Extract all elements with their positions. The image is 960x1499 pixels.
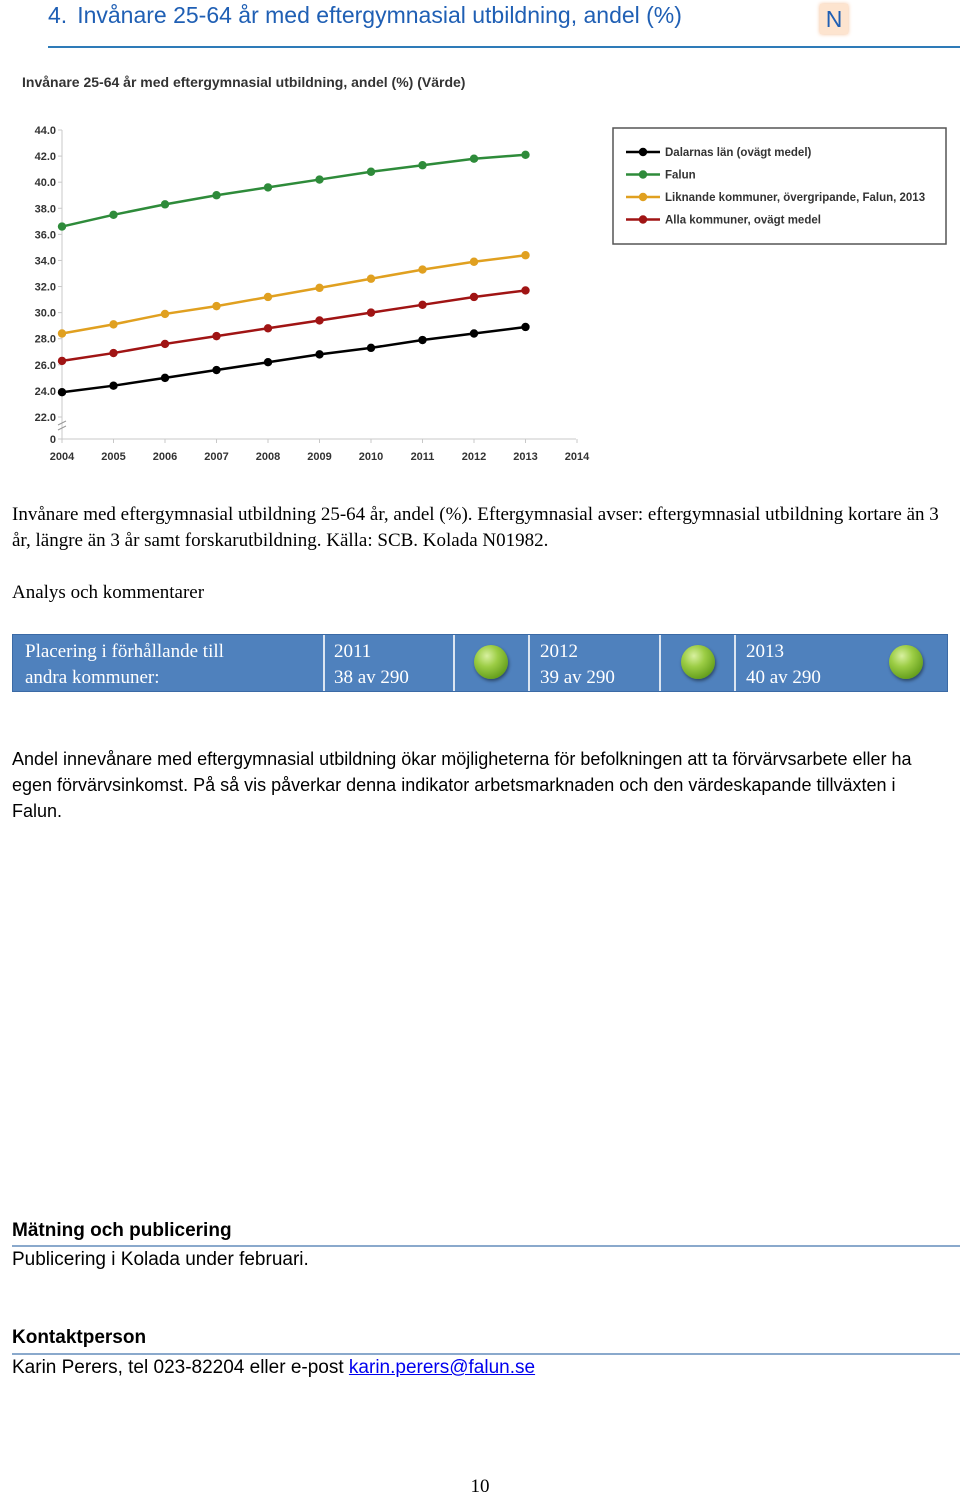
heading-rule <box>48 46 960 48</box>
ranking-separator <box>528 635 530 691</box>
y-tick-label: 28.0 <box>34 333 56 346</box>
data-point <box>367 168 375 176</box>
ranking-value: 38 av 290 <box>334 667 409 688</box>
y-tick-label: 22.0 <box>34 412 56 424</box>
data-point <box>58 388 66 396</box>
y-tick-label: 0 <box>49 434 56 446</box>
series-line <box>62 155 526 227</box>
status-green-dot-icon <box>889 645 923 679</box>
y-tick-label: 24.0 <box>34 385 56 398</box>
section-title: Invånare 25-64 år med eftergymnasial utbildning, andel (%) <box>77 2 682 28</box>
data-point <box>161 340 169 348</box>
data-point <box>109 349 117 357</box>
y-tick-label: 40.0 <box>34 177 56 190</box>
measurement-text: Publicering i Kolada under februari. <box>12 1249 309 1270</box>
x-tick-label: 2011 <box>410 451 435 463</box>
legend-label: Dalarnas län (ovägt medel) <box>665 147 812 159</box>
legend-label: Liknande kommuner, övergripande, Falun, 2013 <box>665 192 926 204</box>
x-tick-label: 2006 <box>152 451 178 463</box>
data-point <box>418 161 426 169</box>
x-tick-label: 2008 <box>255 451 281 463</box>
analysis-comment: Andel innevånare med eftergymnasial utbildning ökar möjligheterna för befolkningen att ta förvärvsarbete eller ha egen förvärvsinkomst. På så vis påverkar denna indikator arbetsmarknaden och den värdeskapande tillväxten i Falun. <box>12 749 912 821</box>
legend-box <box>613 128 946 244</box>
ranking-separator <box>323 635 325 691</box>
y-tick-label: 44.0 <box>34 125 56 137</box>
page-number: 10 <box>470 1476 490 1497</box>
ranking-item-2011 <box>334 635 454 691</box>
ranking-bar <box>12 634 948 692</box>
ranking-label-line1: Placering i förhållande till <box>25 641 224 662</box>
y-tick-label: 26.0 <box>34 359 56 372</box>
y-tick-label: 38.0 <box>34 203 56 216</box>
series-line <box>62 255 526 333</box>
data-point <box>58 222 66 230</box>
section-number: 4. <box>48 2 68 28</box>
legend-swatch-point <box>639 193 647 201</box>
y-tick-label: 42.0 <box>34 151 56 164</box>
legend-swatch-point <box>639 170 647 178</box>
data-point <box>161 200 169 208</box>
x-tick-label: 2010 <box>358 451 384 463</box>
section-heading <box>48 2 682 29</box>
series-line <box>62 290 526 360</box>
data-point <box>161 374 169 382</box>
data-point <box>470 293 478 301</box>
ranking-label <box>25 635 325 691</box>
ranking-year: 2013 <box>746 641 784 662</box>
chart-lines <box>58 151 530 397</box>
y-tick-label: 36.0 <box>34 229 56 242</box>
data-point <box>161 310 169 318</box>
legend-label: Falun <box>665 169 696 182</box>
data-point <box>109 211 117 219</box>
contact-email-link[interactable]: karin.perers@falun.se <box>348 1357 536 1378</box>
legend-swatch-point <box>639 215 647 223</box>
contact-text: Karin Perers, tel 023-82204 eller e-post <box>12 1357 349 1378</box>
indicator-badge: N <box>820 4 848 34</box>
y-tick-label: 34.0 <box>34 255 56 268</box>
data-point <box>521 151 529 159</box>
data-point <box>521 251 529 259</box>
data-point <box>418 336 426 344</box>
data-point <box>212 302 220 310</box>
data-point <box>367 344 375 352</box>
ranking-item-2012 <box>540 635 660 691</box>
ranking-value: 39 av 290 <box>540 667 615 688</box>
data-point <box>521 323 529 331</box>
data-point <box>315 175 323 183</box>
data-point <box>264 293 272 301</box>
ranking-year: 2011 <box>334 641 372 662</box>
data-point <box>212 366 220 374</box>
x-tick-label: 2009 <box>307 451 332 463</box>
y-tick-label: 30.0 <box>34 307 56 320</box>
data-point <box>264 324 272 332</box>
y-tick-label: 32.0 <box>34 281 56 294</box>
series-line <box>62 327 526 392</box>
data-point <box>264 183 272 191</box>
x-tick-label: 2005 <box>101 451 126 463</box>
status-green-dot-icon <box>474 645 508 679</box>
data-point <box>212 191 220 199</box>
ranking-separator <box>734 635 736 691</box>
chart-title: Invånare 25-64 år med eftergymnasial utbildning, andel (%) (Värde) <box>22 74 466 90</box>
data-point <box>418 301 426 309</box>
ranking-item-2013 <box>746 635 866 691</box>
data-point <box>212 332 220 340</box>
data-point <box>315 350 323 358</box>
legend-swatch-point <box>639 148 647 156</box>
data-point <box>470 329 478 337</box>
ranking-value: 40 av 290 <box>746 667 821 688</box>
line-chart <box>0 100 960 470</box>
measurement-title: Mätning och publicering <box>12 1220 232 1241</box>
data-point <box>109 381 117 389</box>
data-point <box>58 357 66 365</box>
legend-label: Alla kommuner, ovägt medel <box>665 214 821 227</box>
data-point <box>58 329 66 337</box>
chart-legend <box>613 128 946 244</box>
ranking-year: 2012 <box>540 641 578 662</box>
x-tick-label: 2004 <box>49 451 75 463</box>
x-tick-label: 2014 <box>564 451 590 463</box>
contact-line <box>12 1355 942 1381</box>
data-point <box>367 275 375 283</box>
contact-title: Kontaktperson <box>12 1327 147 1348</box>
data-point <box>418 265 426 273</box>
ranking-label-line2: andra kommuner: <box>25 667 160 688</box>
status-green-dot-icon <box>681 645 715 679</box>
x-tick-label: 2012 <box>461 451 487 463</box>
data-point <box>470 258 478 266</box>
data-point <box>109 320 117 328</box>
data-point <box>315 284 323 292</box>
indicator-description: Invånare med eftergymnasial utbildning 25-64 år, andel (%). Eftergymnasial avser: eftergymnasial utbildning kortare än 3 år, längre än 3 år samt forskarutbildning. Källa: SCB. Kolada N01982. <box>12 504 939 551</box>
data-point <box>264 358 272 366</box>
x-tick-label: 2013 <box>513 451 538 463</box>
data-point <box>315 316 323 324</box>
data-point <box>367 308 375 316</box>
data-point <box>521 286 529 294</box>
analysis-title: Analys och kommentarer <box>12 582 205 603</box>
data-point <box>470 155 478 163</box>
x-tick-label: 2007 <box>204 451 229 463</box>
ranking-separator <box>659 635 661 691</box>
ranking-separator <box>453 635 455 691</box>
